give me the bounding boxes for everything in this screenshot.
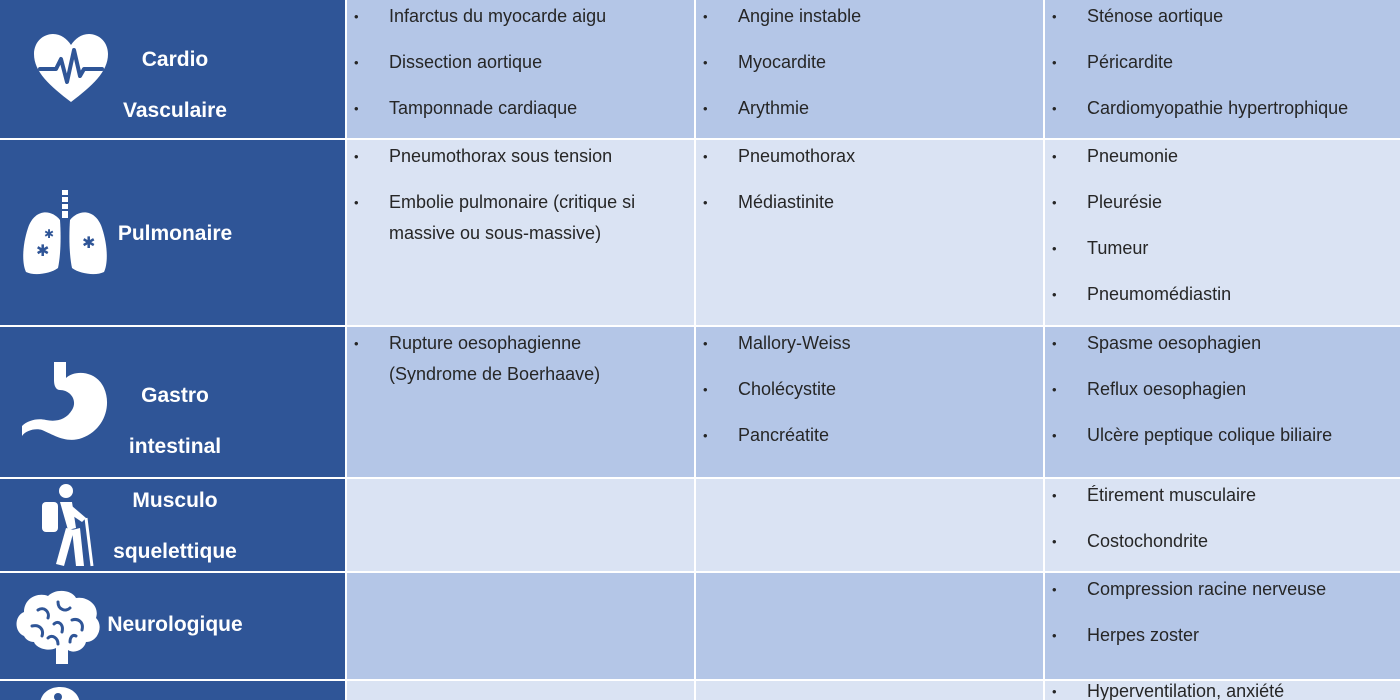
list-item: • Ulcère peptique colique biliaire [1052, 425, 1333, 445]
list-item: • Spasme oesophagien [1052, 333, 1262, 353]
cell-emergent [696, 0, 1045, 140]
lungs-icon [20, 188, 110, 278]
list-item: • Costochondrite [1052, 531, 1209, 551]
list-item: • Compression racine nerveuse [1052, 579, 1327, 599]
category-gastro-intestinal [0, 327, 347, 479]
cell-other [1045, 479, 1400, 573]
list-item: • Myocardite [703, 52, 827, 72]
category-label: Musculo squelettique [113, 489, 237, 563]
category-psychiatrique [0, 681, 347, 700]
list-item: • Tumeur [1052, 238, 1149, 258]
category-label: Cardio Vasculaire [123, 48, 227, 122]
list-item: • Mallory-Weiss [703, 333, 851, 353]
cell-other [1045, 681, 1400, 700]
list-item: • Dissection aortique [354, 52, 543, 72]
cell-critical [347, 327, 696, 479]
category-label: Gastro intestinal [128, 384, 222, 458]
category-cardio-vasculaire [0, 0, 347, 140]
cell-critical [347, 681, 696, 700]
cell-critical [347, 0, 696, 140]
heart-pulse-icon [32, 32, 110, 106]
list-item: • Tamponnade cardiaque [354, 98, 578, 118]
category-label: Pulmonaire [117, 222, 233, 245]
list-item: • Rupture oesophagienne (Syndrome de Boerhaave) [354, 333, 601, 384]
cell-emergent [696, 681, 1045, 700]
list-item: • Étirement musculaire [1052, 485, 1257, 505]
list-item: • Pneumothorax [703, 146, 856, 166]
stomach-icon [20, 360, 112, 444]
cell-other [1045, 140, 1400, 327]
list-item: • Pneumomédiastin [1052, 284, 1232, 304]
list-item: • Pancréatite [703, 425, 830, 445]
cell-critical [347, 479, 696, 573]
list-item: • Hyperventilation, anxiété [1052, 681, 1285, 700]
list-item: • Embolie pulmonaire (critique si massive ou sous-massive) [354, 192, 636, 243]
list-item: • Sténose aortique [1052, 6, 1224, 26]
cell-emergent [696, 479, 1045, 573]
list-item: • Pneumonie [1052, 146, 1179, 166]
category-pulmonaire [0, 140, 347, 327]
list-item: • Pneumothorax sous tension [354, 146, 613, 166]
cell-other [1045, 0, 1400, 140]
cell-emergent [696, 327, 1045, 479]
list-item: • Cholécystite [703, 379, 837, 399]
list-item: • Herpes zoster [1052, 625, 1200, 645]
category-neurologique [0, 573, 347, 681]
category-label: Neurologique [107, 613, 243, 636]
cell-other [1045, 327, 1400, 479]
cell-emergent [696, 573, 1045, 681]
list-item: • Cardiomyopathie hypertrophique [1052, 98, 1349, 118]
list-item: • Pleurésie [1052, 192, 1163, 212]
svg-text:✱: ✱ [44, 226, 55, 241]
list-item: • Arythmie [703, 98, 810, 118]
hiker-icon [34, 482, 98, 568]
list-item: • Angine instable [703, 6, 862, 26]
list-item: • Médiastinite [703, 192, 835, 212]
cell-other [1045, 573, 1400, 681]
psych-head-icon [34, 685, 84, 700]
category-musculo-squelettique [0, 479, 347, 573]
cell-emergent [696, 140, 1045, 327]
svg-text:✱: ✱ [36, 240, 50, 260]
list-item: • Reflux oesophagien [1052, 379, 1247, 399]
cell-critical [347, 573, 696, 681]
svg-text:✱: ✱ [82, 232, 96, 252]
list-item: • Infarctus du myocarde aigu [354, 6, 607, 26]
cell-critical [347, 140, 696, 327]
list-item: • Péricardite [1052, 52, 1174, 72]
brain-icon [12, 586, 102, 666]
